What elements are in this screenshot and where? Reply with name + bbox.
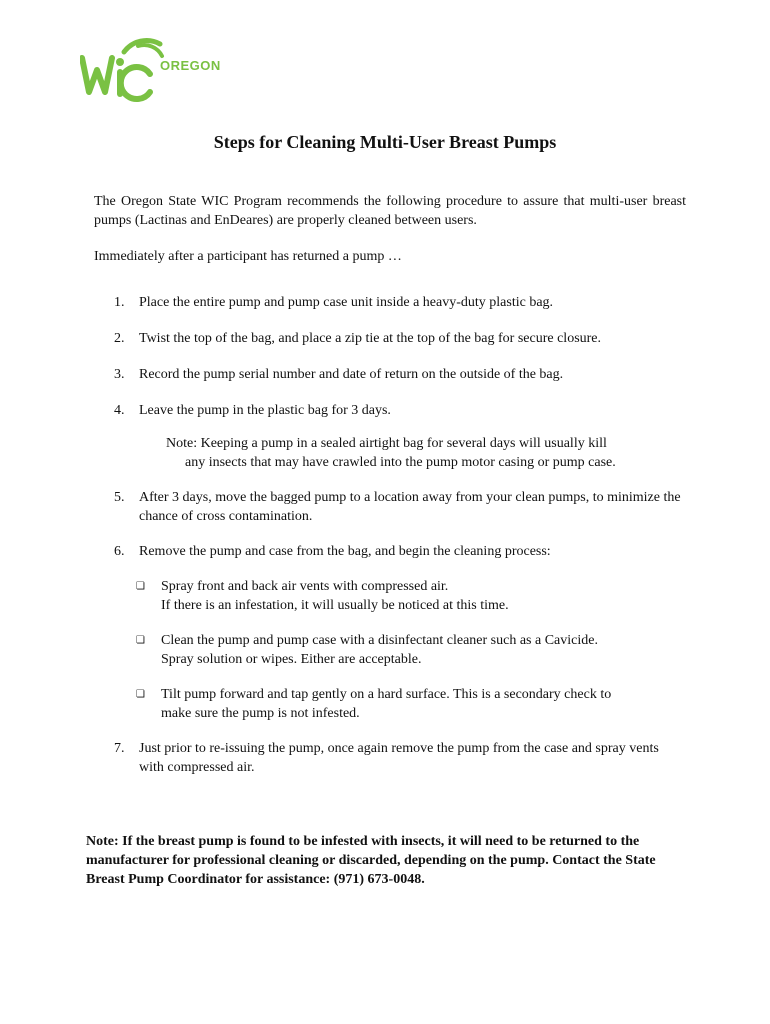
list-item xyxy=(114,293,686,312)
bullet-line: Spray solution or wipes. Either are acceptable. xyxy=(161,652,422,667)
list-item xyxy=(114,329,686,348)
list-item xyxy=(114,401,686,420)
bullet-line: If there is an infestation, it will usually be noticed at this time. xyxy=(161,598,509,613)
bullet-item xyxy=(136,577,686,615)
list-item xyxy=(114,542,686,561)
bullet-line: Spray front and back air vents with compressed air. xyxy=(161,579,449,594)
step-number: 4. xyxy=(114,403,125,418)
step-text: After 3 days, move the bagged pump to a location away from your clean pumps, to minimize the chance of cross contamination. xyxy=(139,490,681,524)
note-line: any insects that may have crawled into the pump motor casing or pump case. xyxy=(185,455,616,470)
bullet-line: make sure the pump is not infested. xyxy=(161,706,360,721)
bullet-line: Tilt pump forward and tap gently on a hard surface. This is a secondary check to xyxy=(161,687,612,702)
wic-oregon-logo xyxy=(80,30,220,105)
step-number: 3. xyxy=(114,367,125,382)
step-number: 2. xyxy=(114,331,125,346)
step-4-note xyxy=(166,434,686,472)
step-number: 1. xyxy=(114,295,125,310)
list-item xyxy=(114,488,686,526)
step-text: Twist the top of the bag, and place a zip tie at the top of the bag for secure closure. xyxy=(139,331,602,346)
note-line: Note: Keeping a pump in a sealed airtight bag for several days will usually kill xyxy=(166,436,607,451)
intro-paragraph: The Oregon State WIC Program recommends the following procedure to assure that multi-user breast pumps (Lactinas and EnDeares) are properly cleaned between users. xyxy=(94,194,686,228)
step-text: Leave the pump in the plastic bag for 3 days. xyxy=(139,403,391,418)
step-number: 5. xyxy=(114,490,125,505)
page-title: Steps for Cleaning Multi-User Breast Pumps xyxy=(213,132,557,152)
list-item xyxy=(114,365,686,384)
checkbox-bullet-icon: ❏ xyxy=(136,635,145,646)
step-number: 7. xyxy=(114,741,125,756)
list-item xyxy=(114,739,686,777)
checkbox-bullet-icon: ❏ xyxy=(136,581,145,592)
bullet-item xyxy=(136,685,686,723)
step-text: Place the entire pump and pump case unit inside a heavy-duty plastic bag. xyxy=(139,295,554,310)
step-text: Just prior to re-issuing the pump, once again remove the pump from the case and spray vents with compressed air. xyxy=(139,741,659,775)
step-text: Remove the pump and case from the bag, and begin the cleaning process: xyxy=(139,544,551,559)
logo-text: OREGON xyxy=(160,58,221,73)
final-note: Note: If the breast pump is found to be infested with insects, it will need to be returned to the manufacturer for professional cleaning or discarded, depending on the pump. Contact the State Breast Pump Coordinator for assistance: (971) 673-0048. xyxy=(86,834,656,887)
bullet-line: Clean the pump and pump case with a disinfectant cleaner such as a Cavicide. xyxy=(161,633,598,648)
bullet-item xyxy=(136,631,686,669)
step-number: 6. xyxy=(114,544,125,559)
checkbox-bullet-icon: ❏ xyxy=(136,689,145,700)
step-text: Record the pump serial number and date of return on the outside of the bag. xyxy=(139,367,564,382)
lead-paragraph: Immediately after a participant has returned a pump … xyxy=(94,249,402,264)
